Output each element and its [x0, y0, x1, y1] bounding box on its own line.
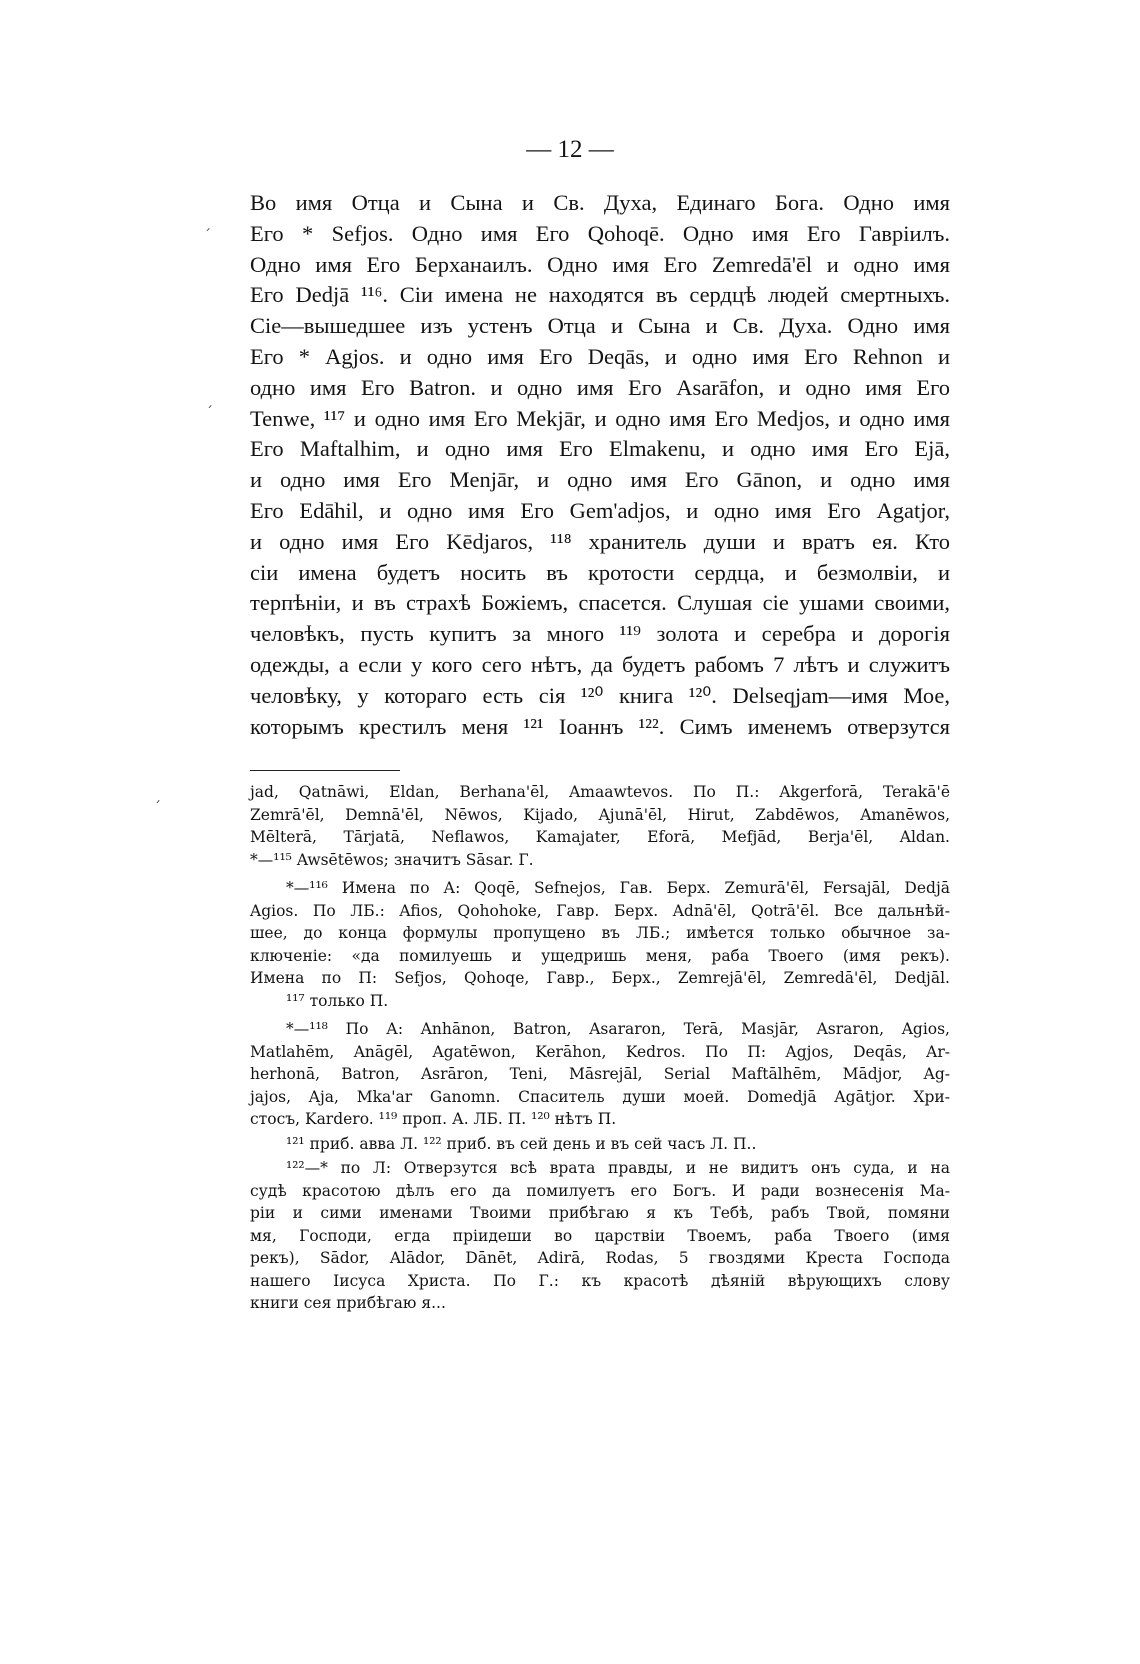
main-text-line: Его * Sefjos. Одно имя Его Qohoqē. Одно имя Его Гавріилъ. [250, 220, 950, 246]
footnote-line: ¹²²—* по Л: Отверзутся всѣ врата правды, и не видитъ онъ суда, и на [286, 1159, 950, 1177]
footnote-line: Zemrā'ēl, Demnā'ēl, Nēwos, Kijado, Ajunā'ēl, Hirut, Zabdēwos, Amanēwos, [250, 805, 950, 824]
main-text-line: человѣкъ, пусть купитъ за много ¹¹⁹ золота и серебра и дорогія [250, 621, 950, 647]
main-text-line: одежды, а если у кого сего нѣтъ, да будетъ рабомъ 7 лѣтъ и служитъ [250, 651, 950, 677]
footnotes [250, 781, 950, 1315]
footnote-line: книги сея прибѣгаю я... [250, 1294, 446, 1312]
main-text-line: Его Maftalhim, и одно имя Его Elmakenu, и одно имя Его Ejā, [250, 436, 950, 462]
footnote-line: судѣ красотою дѣлъ его да помилуетъ его Богъ. И ради вознесенія Ма- [250, 1181, 950, 1200]
footnote-line: *—¹¹⁶ Имена по А: Qoqē, Sefnejos, Гав. Берх. Zemurā'ēl, Fersajāl, Dedjā [286, 879, 950, 897]
footnote-line: стосъ, Kardero. ¹¹⁹ проп. А. ЛБ. П. ¹²⁰ нѣтъ П. [250, 1110, 617, 1128]
main-text [250, 188, 950, 742]
footnote-line: ключеніе: «да помилуешь и ущедришь меня, раба Твоего (имя рекъ). [250, 946, 950, 965]
main-text-line: сіи имена будетъ носить въ кротости сердца, и безмолвіи, и [250, 559, 950, 585]
main-text-line: терпѣніи, и въ страхѣ Божіемъ, спасется. Слушая сіе ушами своими, [250, 590, 950, 616]
main-text-line: Его Dedjā ¹¹⁶. Сіи имена не находятся въ сердцѣ людей смертныхъ. [250, 282, 950, 308]
footnote-line: ріи и сими именами Твоими прибѣгаю я къ Тебѣ, рабъ Твой, помяни [250, 1204, 950, 1222]
main-text-line: одно имя Его Batron. и одно имя Его Asarāfon, и одно имя Его [250, 374, 950, 400]
main-text-line: и одно имя Его Menjār, и одно имя Его Gānon, и одно имя [250, 467, 950, 493]
footnote-line: шее, до конца формулы пропущено въ ЛБ.; имѣется только обычное за- [250, 924, 950, 942]
margin-speck: ˊ [204, 228, 211, 244]
main-text-line: Его Edāhil, и одно имя Его Gem'adjos, и одно имя Его Agatjor, [250, 497, 950, 523]
footnote-line: рекъ), Sādor, Alādor, Dānēt, Adirā, Rodas, 5 гвоздями Креста Господа [250, 1249, 950, 1267]
footnote-line: ¹¹⁷ только П. [286, 991, 389, 1010]
footnote-line: нашего Іисуса Христа. По Г.: къ красотѣ дѣяній вѣрующихъ слову [250, 1271, 950, 1290]
main-text-line: Сіе—вышедшее изъ устенъ Отца и Сына и Св. Духа. Одно имя [250, 313, 950, 339]
footnote-line: *—¹¹⁸ По А: Anhānon, Batron, Asararon, Terā, Masjār, Asraron, Agios, [286, 1020, 950, 1038]
footnote-line: *—¹¹⁵ Awsētēwos; значитъ Sāsar. Г. [250, 850, 534, 869]
main-text-line: человѣку, у котораго есть сія ¹²⁰ книга ¹²⁰. Delseqjam—имя Мое, [250, 682, 950, 708]
main-text-line: Его * Agjos. и одно имя Его Deqās, и одно имя Его Rehnon и [250, 343, 950, 369]
main-text-line: Tenwe, ¹¹⁷ и одно имя Его Mekjār, и одно имя Его Medjos, и одно имя [250, 405, 950, 431]
footnote-line: herhonā, Batron, Asrāron, Teni, Māsrejāl, Serial Maftālhēm, Mādjor, Ag- [250, 1065, 950, 1083]
footnote-line: Matlahēm, Anāgēl, Agatēwon, Kerāhon, Kedros. По П: Agjos, Deqās, Ar- [250, 1042, 950, 1061]
page-number: — 12 — [526, 136, 614, 163]
margin-speck: ˊ [206, 405, 213, 421]
margin-speck: ˊ [154, 800, 161, 816]
footnote-line: jajos, Aja, Mka'ar Ganomn. Спаситель души моей. Domedjā Agātjor. Хри- [250, 1087, 950, 1106]
main-text-line: которымъ крестилъ меня ¹²¹ Іоаннъ ¹²². Симъ именемъ отверзутся [250, 713, 950, 739]
footnote-line: Agios. По ЛБ.: Afios, Qohohoke, Гавр. Берх. Adnā'ēl, Qotrā'ēl. Все дальнѣй- [250, 901, 950, 920]
footnote-line: ¹²¹ приб. авва Л. ¹²² приб. въ сей день и въ сей часъ Л. П.. [286, 1134, 757, 1153]
main-text-line: Во имя Отца и Сына и Св. Духа, Единаго Бога. Одно имя [250, 190, 950, 215]
footnote-line: мя, Господи, егда пріидеши во царствіи Твоемъ, раба Твоего (имя [250, 1226, 950, 1245]
main-text-line: и одно имя Его Kēdjaros, ¹¹⁸ хранитель души и вратъ ея. Кто [250, 528, 950, 554]
footnote-line: jad, Qatnāwi, Eldan, Berhana'ēl, Amaawtevos. По П.: Akgerforā, Terakā'ē [250, 783, 950, 801]
footnote-line: Mēlterā, Tārjatā, Neflawos, Kamajater, Eforā, Mefjād, Berja'ēl, Aldan. [250, 828, 950, 846]
main-text-line: Одно имя Его Берханаилъ. Одно имя Его Zemredā'ēl и одно имя [250, 251, 950, 277]
footnote-line: Имена по П: Sefjos, Qohoqe, Гавр., Берх., Zemrejā'ēl, Zemredā'ēl, Dedjāl. [250, 969, 950, 987]
footnote-divider [250, 770, 400, 771]
